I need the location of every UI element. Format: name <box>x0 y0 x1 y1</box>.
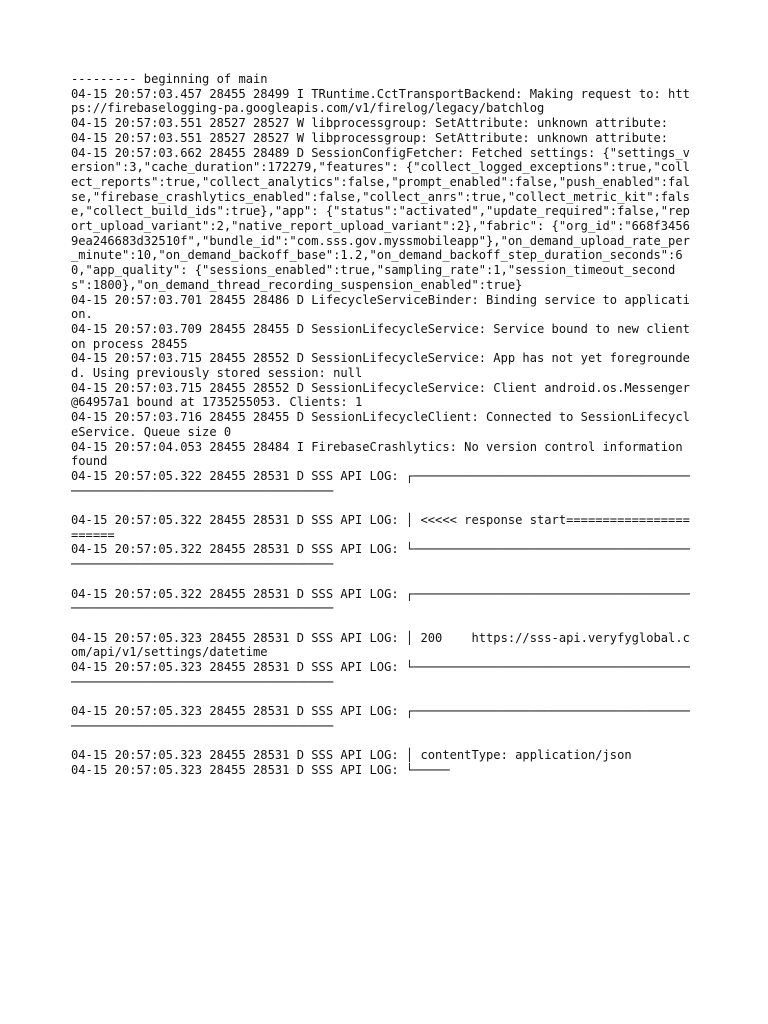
log-line: 04-15 20:57:04.053 28455 28484 I FirebaseCrashlytics: No version control information found <box>71 439 690 469</box>
log-line: 04-15 20:57:03.551 28527 28527 W libprocessgroup: SetAttribute: unknown attribute: <box>71 130 669 145</box>
log-line: 04-15 20:57:05.322 28455 28531 D SSS API LOG: └────────────────────────────────────────────────────────────────────────── <box>71 542 690 572</box>
log-line: 04-15 20:57:05.322 28455 28531 D SSS API LOG: ┌────────────────────────────────────────────────────────────────────────── <box>71 586 690 616</box>
blank-line <box>71 616 697 631</box>
log-line: 04-15 20:57:05.322 28455 28531 D SSS API LOG: ┌────────────────────────────────────────────────────────────────────────── <box>71 468 690 498</box>
blank-line <box>71 689 697 704</box>
log-line: 04-15 20:57:03.715 28455 28552 D SessionLifecycleService: App has not yet foregrounded. Using previously stored session: null <box>71 351 690 381</box>
blank-line <box>71 734 697 749</box>
log-line: 04-15 20:57:03.701 28455 28486 D LifecycleServiceBinder: Binding service to application. <box>71 292 690 322</box>
log-line: --------- beginning of main <box>71 72 268 86</box>
log-document <box>71 72 697 778</box>
log-line: 04-15 20:57:05.322 28455 28531 D SSS API LOG: │ <<<<< response start======================= <box>71 513 690 542</box>
log-line: 04-15 20:57:05.323 28455 28531 D SSS API LOG: │ contentType: application/json <box>71 748 632 763</box>
log-line: 04-15 20:57:05.323 28455 28531 D SSS API LOG: ┌────────────────────────────────────────────────────────────────────────── <box>71 704 690 733</box>
log-line: 04-15 20:57:03.551 28527 28527 W libprocessgroup: SetAttribute: unknown attribute: <box>71 116 669 131</box>
blank-line <box>71 572 697 587</box>
log-line: 04-15 20:57:03.716 28455 28455 D SessionLifecycleClient: Connected to SessionLifecycleService. Queue size 0 <box>71 410 690 439</box>
log-line: 04-15 20:57:03.662 28455 28489 D SessionConfigFetcher: Fetched settings: {"settings_version":3,"cache_duration":172279,"features": {"collect_logged_exceptions":true,"collect_reports":true,"collect_analytics":false,"prompt_enabled":false,"push_enabled":false,"firebase_crashlytics_enabled":false,"collect_anrs":true,"collect_metric_kit":false,"collect_build_ids":true},"app": {"status":"activated","update_required":false,"report_upload_variant":2,"native_report_upload_variant":2},"fabric": {"org_id":"668f34569ea246683d32510f","bundle_id":"com.sss.gov.myssmobileapp"},"on_demand_upload_rate_per_minute":10,"on_demand_backoff_base":1.2,"on_demand_backoff_step_duration_seconds":60,"app_quality": {"sessions_enabled":true,"sampling_rate":1,"session_timeout_seconds":1800},"on_demand_thread_recording_suspension_enabled":true} <box>71 145 690 292</box>
log-line: 04-15 20:57:03.709 28455 28455 D SessionLifecycleService: Service bound to new client on process 28455 <box>71 321 698 351</box>
log-line: 04-15 20:57:05.323 28455 28531 D SSS API LOG: │ 200 https://sss-api.veryfyglobal.com/api/v1/settings/datetime <box>71 630 690 660</box>
log-line: 04-15 20:57:05.323 28455 28531 D SSS API LOG: └────────────────────────────────────────────────────────────────────────── <box>71 660 690 689</box>
log-line: 04-15 20:57:03.457 28455 28499 I TRuntime.CctTransportBackend: Making request to: https://firebaselogging-pa.googleapis.com/v1/firelog/legacy/batchlog <box>71 86 690 116</box>
log-line: 04-15 20:57:05.323 28455 28531 D SSS API LOG: └───── <box>71 762 450 777</box>
log-line: 04-15 20:57:03.715 28455 28552 D SessionLifecycleService: Client android.os.Messenger@64957a1 bound at 1735255053. Clients: 1 <box>71 380 690 410</box>
blank-line <box>71 498 697 513</box>
